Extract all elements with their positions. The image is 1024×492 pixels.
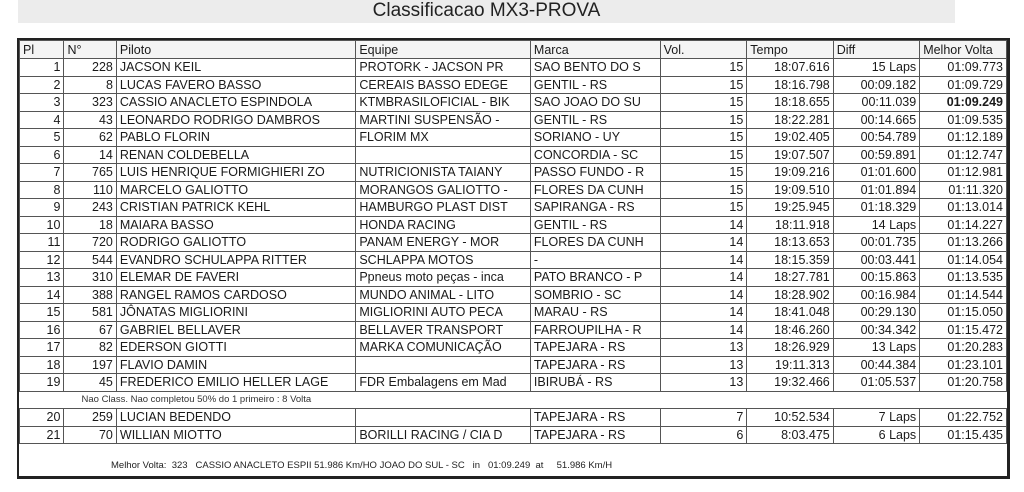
cell-team: FLORIM MX	[356, 129, 531, 147]
cell-gap: 00:16.984	[833, 286, 919, 304]
cell-gap: 00:09.182	[833, 76, 919, 94]
cell-total-time: 19:02.405	[747, 129, 833, 147]
table-row	[20, 426, 1007, 444]
cell-team	[356, 356, 531, 374]
cell-total-time: 18:26.929	[747, 339, 833, 357]
cell-city: FLORES DA CUNH	[530, 181, 660, 199]
cell-total-time: 8:03.475	[747, 426, 833, 444]
cell-laps: 14	[660, 321, 747, 339]
cell-total-time: 19:07.507	[747, 146, 833, 164]
cell-position: 9	[20, 199, 64, 217]
cell-position: 14	[20, 286, 64, 304]
cell-best-lap: 01:13.014	[920, 199, 1007, 217]
cell-city: TAPEJARA - RS	[530, 356, 660, 374]
cell-gap: 00:01.735	[833, 234, 919, 252]
cell-team: MUNDO ANIMAL - LITO	[356, 286, 531, 304]
cell-rider-name: FREDERICO EMILIO HELLER LAGE	[116, 374, 355, 392]
table-row	[20, 269, 1007, 287]
col-header-marca: Marca	[530, 41, 660, 59]
cell-bike-number: 197	[64, 356, 116, 374]
cell-gap: 00:15.863	[833, 269, 919, 287]
cell-bike-number: 720	[64, 234, 116, 252]
cell-best-lap: 01:14.227	[920, 216, 1007, 234]
cell-laps: 15	[660, 146, 747, 164]
title-bar	[18, 0, 955, 23]
cell-bike-number: 323	[64, 94, 116, 112]
cell-laps: 14	[660, 251, 747, 269]
cell-best-lap: 01:09.773	[920, 59, 1007, 77]
col-header-vol: Vol.	[660, 41, 747, 59]
cell-gap: 15 Laps	[833, 59, 919, 77]
cell-position: 18	[20, 356, 64, 374]
cell-gap: 01:01.894	[833, 181, 919, 199]
cell-total-time: 18:16.798	[747, 76, 833, 94]
cell-laps: 15	[660, 129, 747, 147]
cell-position: 19	[20, 374, 64, 392]
cell-total-time: 18:27.781	[747, 269, 833, 287]
cell-best-lap: 01:20.758	[920, 374, 1007, 392]
table-row	[20, 321, 1007, 339]
cell-gap: 00:34.342	[833, 321, 919, 339]
cell-total-time: 19:32.466	[747, 374, 833, 392]
cell-gap: 00:14.665	[833, 111, 919, 129]
cell-gap: 13 Laps	[833, 339, 919, 357]
cell-team: FDR Embalagens em Mad	[356, 374, 531, 392]
cell-bike-number: 8	[64, 76, 116, 94]
cell-gap: 00:29.130	[833, 304, 919, 322]
table-row	[20, 76, 1007, 94]
cell-total-time: 18:07.616	[747, 59, 833, 77]
cell-position: 15	[20, 304, 64, 322]
cell-city: SAO JOAO DO SU	[530, 94, 660, 112]
cell-position: 17	[20, 339, 64, 357]
cell-bike-number: 62	[64, 129, 116, 147]
cell-total-time: 19:25.945	[747, 199, 833, 217]
cell-total-time: 19:09.510	[747, 181, 833, 199]
cell-team: PROTORK - JACSON PR	[356, 59, 531, 77]
cell-laps: 14	[660, 216, 747, 234]
cell-rider-name: JÔNATAS MIGLIORINI	[116, 304, 355, 322]
table-row	[20, 339, 1007, 357]
cell-rider-name: LEONARDO RODRIGO DAMBROS	[116, 111, 355, 129]
cell-team: MARTINI SUSPENSÃO -	[356, 111, 531, 129]
cell-team: SCHLAPPA MOTOS	[356, 251, 531, 269]
cell-best-lap: 01:15.435	[920, 426, 1007, 444]
table-row	[20, 146, 1007, 164]
cell-team: HONDA RACING	[356, 216, 531, 234]
cell-best-lap: 01:20.283	[920, 339, 1007, 357]
cell-gap: 00:54.789	[833, 129, 919, 147]
cell-position: 10	[20, 216, 64, 234]
col-header-piloto: Piloto	[116, 41, 355, 59]
cell-total-time: 18:13.653	[747, 234, 833, 252]
cell-rider-name: EVANDRO SCHULAPPA RITTER	[116, 251, 355, 269]
cell-position: 8	[20, 181, 64, 199]
cell-city: TAPEJARA - RS	[530, 426, 660, 444]
cell-laps: 7	[660, 409, 747, 427]
cell-bike-number: 67	[64, 321, 116, 339]
col-header-pl: Pl	[20, 41, 64, 59]
table-row	[20, 199, 1007, 217]
table-row	[20, 216, 1007, 234]
cell-city: SAO BENTO DO S	[530, 59, 660, 77]
cell-team: BELLAVER TRANSPORT	[356, 321, 531, 339]
cell-total-time: 10:52.534	[747, 409, 833, 427]
cell-best-lap: 01:14.544	[920, 286, 1007, 304]
cell-bike-number: 228	[64, 59, 116, 77]
cell-total-time: 18:41.048	[747, 304, 833, 322]
cell-gap: 00:11.039	[833, 94, 919, 112]
cell-best-lap: 01:13.266	[920, 234, 1007, 252]
cell-position: 11	[20, 234, 64, 252]
cell-rider-name: JACSON KEIL	[116, 59, 355, 77]
cell-city: FLORES DA CUNH	[530, 234, 660, 252]
cell-rider-name: LUCAS FAVERO BASSO	[116, 76, 355, 94]
cell-bike-number: 70	[64, 426, 116, 444]
cell-rider-name: LUCIAN BEDENDO	[116, 409, 355, 427]
cell-best-lap: 01:12.747	[920, 146, 1007, 164]
cell-laps: 13	[660, 374, 747, 392]
table-row	[20, 181, 1007, 199]
cell-bike-number: 765	[64, 164, 116, 182]
cell-position: 6	[20, 146, 64, 164]
cell-city: TAPEJARA - RS	[530, 339, 660, 357]
not-classified-note: Nao Class. Nao completou 50% do 1 primeiro : 8 Volta	[20, 391, 1007, 409]
cell-rider-name: GABRIEL BELLAVER	[116, 321, 355, 339]
cell-best-lap: 01:09.535	[920, 111, 1007, 129]
results-body	[20, 59, 1007, 444]
cell-best-lap: 01:15.472	[920, 321, 1007, 339]
cell-rider-name: MARCELO GALIOTTO	[116, 181, 355, 199]
cell-total-time: 18:28.902	[747, 286, 833, 304]
cell-laps: 14	[660, 269, 747, 287]
cell-gap: 01:18.329	[833, 199, 919, 217]
cell-city: GENTIL - RS	[530, 76, 660, 94]
cell-rider-name: WILLIAN MIOTTO	[116, 426, 355, 444]
cell-bike-number: 14	[64, 146, 116, 164]
cell-bike-number: 45	[64, 374, 116, 392]
cell-rider-name: PABLO FLORIN	[116, 129, 355, 147]
cell-laps: 15	[660, 181, 747, 199]
cell-rider-name: CASSIO ANACLETO ESPINDOLA	[116, 94, 355, 112]
col-header-equipe: Equipe	[356, 41, 531, 59]
cell-position: 4	[20, 111, 64, 129]
cell-city: FARROUPILHA - R	[530, 321, 660, 339]
table-row	[20, 111, 1007, 129]
cell-position: 7	[20, 164, 64, 182]
cell-rider-name: RENAN COLDEBELLA	[116, 146, 355, 164]
cell-gap: 7 Laps	[833, 409, 919, 427]
results-table	[19, 40, 1007, 444]
cell-city: SORIANO - UY	[530, 129, 660, 147]
cell-bike-number: 82	[64, 339, 116, 357]
table-row	[20, 234, 1007, 252]
cell-team: NUTRICIONISTA TAIANY	[356, 164, 531, 182]
cell-total-time: 18:18.655	[747, 94, 833, 112]
cell-laps: 15	[660, 199, 747, 217]
cell-rider-name: CRISTIAN PATRICK KEHL	[116, 199, 355, 217]
cell-best-lap: 01:09.249	[920, 94, 1007, 112]
table-row	[20, 304, 1007, 322]
cell-best-lap: 01:13.535	[920, 269, 1007, 287]
col-header-melhor-volta: Melhor Volta	[920, 41, 1007, 59]
results-sheet	[17, 38, 1010, 479]
table-row	[20, 409, 1007, 427]
table-row	[20, 374, 1007, 392]
cell-best-lap: 01:23.101	[920, 356, 1007, 374]
cell-laps: 15	[660, 76, 747, 94]
cell-city: PATO BRANCO - P	[530, 269, 660, 287]
best-lap-footer: Melhor Volta: 323 CASSIO ANACLETO ESPIΙ 51.986 Km/HO JOAO DO SUL - SC in 01:09.249 at 51.986 Km/H	[111, 460, 613, 471]
cell-rider-name: ELEMAR DE FAVERI	[116, 269, 355, 287]
cell-bike-number: 310	[64, 269, 116, 287]
cell-position: 3	[20, 94, 64, 112]
cell-rider-name: FLAVIO DAMIN	[116, 356, 355, 374]
cell-team: CEREAIS BASSO EDEGE	[356, 76, 531, 94]
cell-position: 13	[20, 269, 64, 287]
cell-best-lap: 01:12.189	[920, 129, 1007, 147]
cell-team: Ppneus moto peças - inca	[356, 269, 531, 287]
table-row	[20, 286, 1007, 304]
cell-bike-number: 110	[64, 181, 116, 199]
header-row	[20, 41, 1007, 59]
table-row	[20, 251, 1007, 269]
cell-laps: 14	[660, 234, 747, 252]
cell-bike-number: 544	[64, 251, 116, 269]
cell-total-time: 19:09.216	[747, 164, 833, 182]
cell-position: 5	[20, 129, 64, 147]
cell-position: 16	[20, 321, 64, 339]
table-row	[20, 356, 1007, 374]
cell-laps: 15	[660, 164, 747, 182]
cell-position: 12	[20, 251, 64, 269]
cell-rider-name: RODRIGO GALIOTTO	[116, 234, 355, 252]
cell-laps: 14	[660, 304, 747, 322]
cell-bike-number: 581	[64, 304, 116, 322]
cell-team: MARKA COMUNICAÇÃO	[356, 339, 531, 357]
cell-city: GENTIL - RS	[530, 111, 660, 129]
cell-city: TAPEJARA - RS	[530, 409, 660, 427]
cell-city: CONCORDIA - SC	[530, 146, 660, 164]
cell-gap: 00:44.384	[833, 356, 919, 374]
cell-city: -	[530, 251, 660, 269]
table-row	[20, 59, 1007, 77]
cell-gap: 00:59.891	[833, 146, 919, 164]
cell-bike-number: 18	[64, 216, 116, 234]
cell-city: PASSO FUNDO - R	[530, 164, 660, 182]
cell-position: 20	[20, 409, 64, 427]
cell-rider-name: MAIARA BASSO	[116, 216, 355, 234]
cell-total-time: 18:15.359	[747, 251, 833, 269]
col-header-number: N°	[64, 41, 116, 59]
cell-team: HAMBURGO PLAST DIST	[356, 199, 531, 217]
cell-best-lap: 01:22.752	[920, 409, 1007, 427]
page-title: Classificacao MX3-PROVA	[372, 0, 601, 21]
cell-bike-number: 243	[64, 199, 116, 217]
cell-city: GENTIL - RS	[530, 216, 660, 234]
table-row	[20, 129, 1007, 147]
cell-best-lap: 01:14.054	[920, 251, 1007, 269]
cell-bike-number: 388	[64, 286, 116, 304]
cell-team: MIGLIORINI AUTO PECA	[356, 304, 531, 322]
cell-team: MORANGOS GALIOTTO -	[356, 181, 531, 199]
cell-laps: 15	[660, 111, 747, 129]
cell-team: KTMBRASILOFICIAL - BIK	[356, 94, 531, 112]
cell-best-lap: 01:12.981	[920, 164, 1007, 182]
cell-city: SOMBRIO - SC	[530, 286, 660, 304]
cell-best-lap: 01:15.050	[920, 304, 1007, 322]
cell-position: 1	[20, 59, 64, 77]
cell-team	[356, 409, 531, 427]
cell-gap: 01:01.600	[833, 164, 919, 182]
cell-laps: 13	[660, 356, 747, 374]
not-classified-note-row	[20, 391, 1007, 409]
cell-best-lap: 01:11.320	[920, 181, 1007, 199]
cell-gap: 00:03.441	[833, 251, 919, 269]
cell-team: BORILLI RACING / CIA D	[356, 426, 531, 444]
cell-total-time: 18:11.918	[747, 216, 833, 234]
col-header-diff: Diff	[833, 41, 919, 59]
cell-rider-name: LUIS HENRIQUE FORMIGHIERI ZO	[116, 164, 355, 182]
cell-team	[356, 146, 531, 164]
cell-city: MARAU - RS	[530, 304, 660, 322]
cell-position: 21	[20, 426, 64, 444]
cell-laps: 14	[660, 286, 747, 304]
cell-laps: 15	[660, 94, 747, 112]
table-row	[20, 164, 1007, 182]
cell-bike-number: 259	[64, 409, 116, 427]
cell-gap: 6 Laps	[833, 426, 919, 444]
cell-laps: 13	[660, 339, 747, 357]
cell-city: SAPIRANGA - RS	[530, 199, 660, 217]
cell-laps: 15	[660, 59, 747, 77]
cell-gap: 01:05.537	[833, 374, 919, 392]
col-header-tempo: Tempo	[747, 41, 833, 59]
cell-bike-number: 43	[64, 111, 116, 129]
cell-total-time: 18:46.260	[747, 321, 833, 339]
cell-position: 2	[20, 76, 64, 94]
cell-best-lap: 01:09.729	[920, 76, 1007, 94]
cell-rider-name: EDERSON GIOTTI	[116, 339, 355, 357]
cell-rider-name: RANGEL RAMOS CARDOSO	[116, 286, 355, 304]
cell-team: PANAM ENERGY - MOR	[356, 234, 531, 252]
cell-gap: 14 Laps	[833, 216, 919, 234]
cell-laps: 6	[660, 426, 747, 444]
table-row	[20, 94, 1007, 112]
cell-total-time: 18:22.281	[747, 111, 833, 129]
cell-total-time: 19:11.313	[747, 356, 833, 374]
cell-city: IBIRUBÁ - RS	[530, 374, 660, 392]
